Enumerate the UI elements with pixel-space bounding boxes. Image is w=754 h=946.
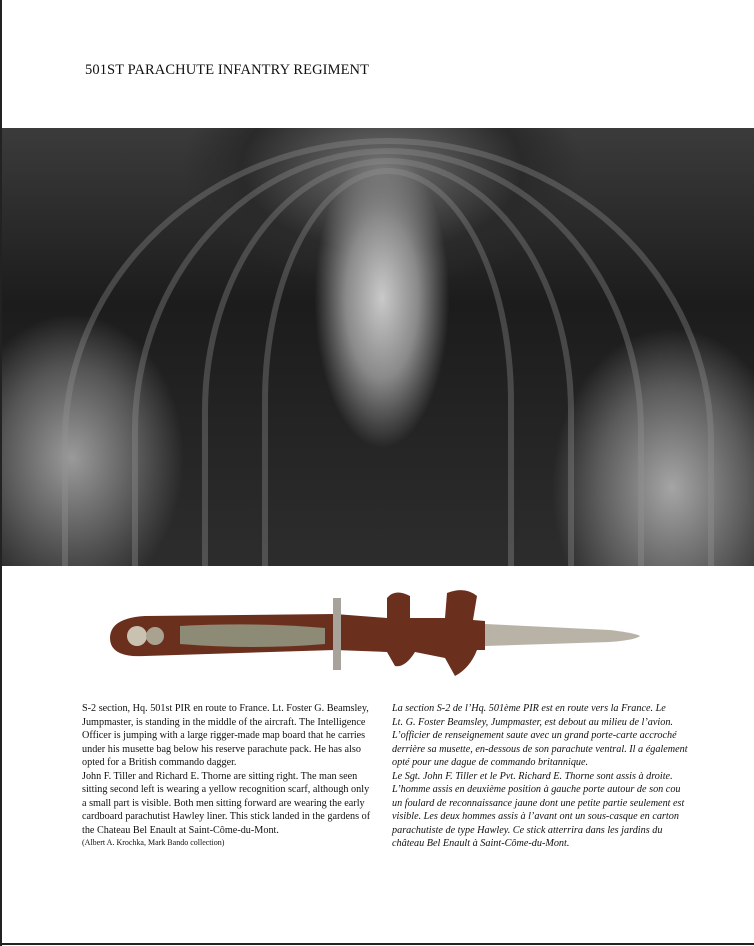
caption-line: John F. Tiller and Richard E. Thorne are sitting right. The man seen [82, 770, 358, 782]
caption-line: under his musette bag below his reserve parachute pack. He has also [82, 743, 361, 755]
caption-line: opté pour une dague de commando britannique. [392, 757, 589, 768]
caption-line: Lt. G. Foster Beamsley, Jumpmaster, est debout au milieu de l’avion. [392, 716, 673, 728]
caption-line: château Bel Enault à Saint-Côme-du-Mont. [392, 838, 570, 849]
photo-credit: (Albert A. Krochka, Mark Bando collection) [82, 838, 225, 847]
caption-line: the Chateau Bel Enault at Saint-Côme-du-Mont. [82, 824, 279, 836]
caption-line: L’homme assis en deuxième position à gauche porte autour de son cou [392, 784, 681, 795]
page-border-bottom [0, 943, 754, 945]
caption-line: opted for a British commando dagger. [82, 757, 237, 768]
caption-line: un foulard de reconnaissance jaune dont une petite partie seulement est [392, 797, 685, 809]
caption-line: visible. Les deux hommes assis à l’avant ont un sous-casque en carton [392, 811, 679, 822]
caption-line: a small part is visible. Both men sitting forward are wearing the early [82, 797, 365, 809]
caption-line: derrière sa musette, en-dessous de son parachute ventral. Il a également [392, 743, 688, 755]
paratroopers-in-aircraft-photo [2, 128, 754, 566]
caption-line: Officer is jumping with a large rigger-made map board that he carries [82, 730, 366, 741]
caption-line: L’officier de renseignement saute avec un grand porte-carte accroché [392, 730, 677, 741]
caption-french [392, 702, 742, 851]
caption-line: Le Sgt. John F. Tiller et le Pvt. Richard E. Thorne sont assis à droite. [392, 770, 673, 782]
caption-line: cardboard parachutist Hawley liner. This stick landed in the gardens of [82, 811, 371, 822]
caption-english [82, 702, 382, 848]
caption-line: parachutiste de type Hawley. Ce stick atterrira dans les jardins du [392, 824, 663, 836]
caption-line: Jumpmaster, is standing in the middle of the aircraft. The Intelligence [82, 716, 366, 728]
caption-line: sitting second left is wearing a yellow recognition scarf, although only [82, 784, 370, 795]
caption-line: La section S-2 de l’Hq. 501ème PIR est en route vers la France. Le [392, 703, 666, 714]
page-title: 501ST PARACHUTE INFANTRY REGIMENT [85, 62, 370, 78]
british-commando-dagger-photo [105, 588, 645, 680]
caption-line: S-2 section, Hq. 501st PIR en route to France. Lt. Foster G. Beamsley, [82, 703, 369, 714]
